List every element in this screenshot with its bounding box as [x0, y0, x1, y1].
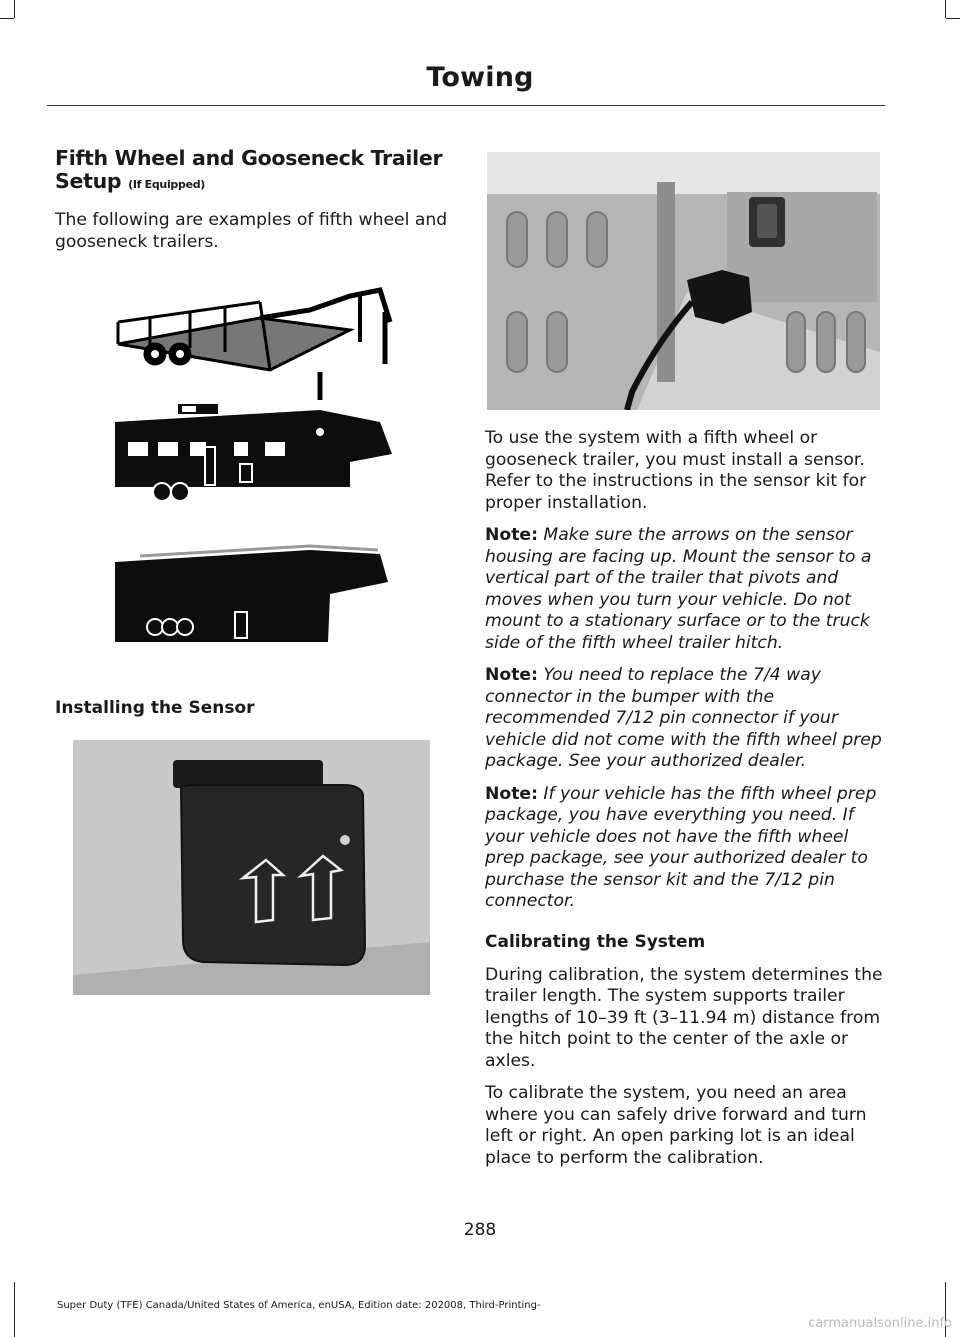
trailer-illustrations	[110, 282, 400, 674]
gooseneck-flatbed-trailer-icon	[118, 290, 390, 400]
watermark: carmanualsonline.info	[808, 1316, 952, 1331]
note-3	[485, 784, 885, 913]
note-label: Note:	[485, 783, 538, 804]
crop-mark	[14, 1282, 15, 1337]
note-text: You need to replace the 7/4 way connector in the bumper with the recommended 7/12 pin connector if your vehicle did not come with the fifth wheel prep package. See your authorized dealer.	[485, 665, 882, 771]
page-title: Towing	[426, 62, 534, 93]
section-heading-fifth-wheel	[55, 147, 455, 196]
equipped-qualifier: (If Equipped)	[128, 178, 206, 191]
note-1	[485, 525, 885, 654]
sensor-photo	[73, 740, 430, 995]
note-label: Note:	[485, 665, 538, 685]
calibration-paragraph-2: To calibrate the system, you need an area where you can safely drive forward and turn left or right. An open parking lot is an ideal place to perform the calibration.	[485, 1083, 867, 1168]
edition-footer: Super Duty (TFE) Canada/United States of America, enUSA, Edition date: 202008, Third-Printing-	[57, 1300, 541, 1311]
fifth-wheel-camper-icon	[115, 404, 392, 501]
crop-mark	[946, 18, 960, 19]
truck-bed-photo	[487, 152, 880, 410]
calibration-paragraph-1: During calibration, the system determines the trailer length. The system supports trailer lengths of 10–39 ft (3–11.94 m) distance from the hitch point to the center of the axle or axles.	[485, 964, 883, 1071]
right-column	[485, 428, 885, 1169]
note-text: If your vehicle has the fifth wheel prep package, you have everything you need. If your vehicle does not have the fifth wheel prep package, see your authorized dealer to purchase the sensor kit and the 7/12 pin connector.	[485, 783, 877, 911]
crop-mark	[14, 0, 15, 18]
section-heading-installing-sensor: Installing the Sensor	[55, 698, 255, 718]
intro-paragraph: The following are examples of fifth wheel and gooseneck trailers.	[55, 210, 448, 252]
header-rule	[47, 105, 885, 106]
left-column	[55, 147, 455, 253]
section-heading-calibrating: Calibrating the System	[485, 931, 706, 952]
note-2	[485, 665, 885, 773]
sensor-install-paragraph: To use the system with a fifth wheel or gooseneck trailer, you must install a sensor. Refer to the instructions in the sensor kit for proper installation.	[485, 428, 867, 513]
note-text: Make sure the arrows on the sensor housing are facing up. Mount the sensor to a vertical part of the trailer that pivots and moves when you turn your vehicle. Do not mount to a stationary surface or to the truck side of the fifth wheel trailer hitch.	[485, 525, 872, 653]
section-heading-text: Fifth Wheel and Gooseneck Trailer Setup	[55, 146, 443, 193]
enclosed-fifth-wheel-trailer-icon	[115, 546, 388, 642]
crop-mark	[945, 0, 946, 18]
note-label: Note:	[485, 525, 538, 545]
crop-mark	[0, 18, 14, 19]
page-number: 288	[463, 1220, 497, 1240]
